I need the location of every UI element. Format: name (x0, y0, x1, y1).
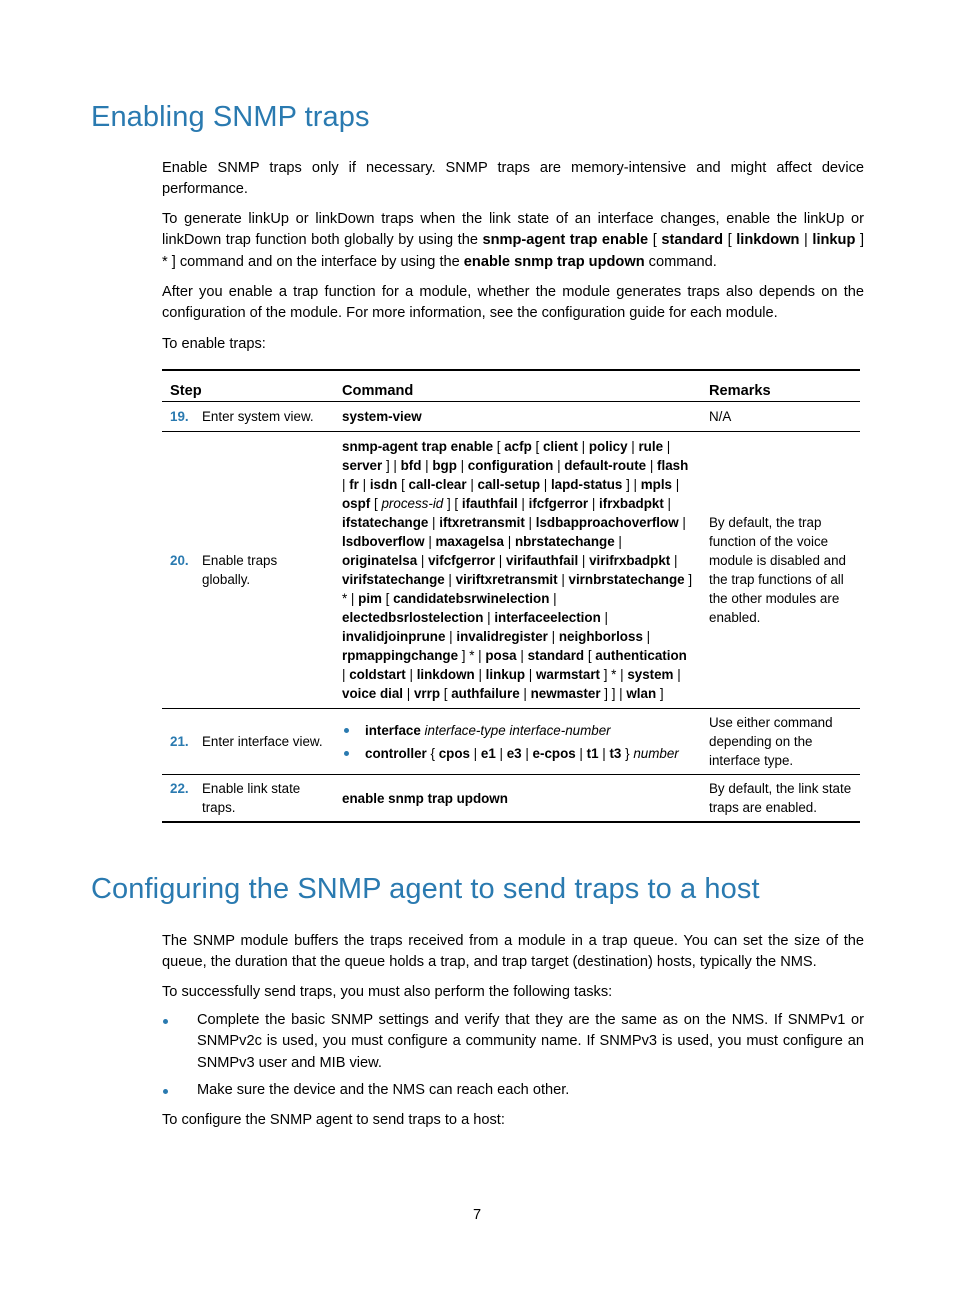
step-number: 19. (170, 409, 189, 424)
page-number: 7 (472, 1207, 482, 1223)
header-remarks: Remarks (701, 370, 860, 402)
list-item: interface interface-type interface-number (342, 719, 693, 742)
linkup-paragraph: To generate linkUp or linkDown traps when the link state of an interface changes, enable the linkUp or linkDown trap function both globally by using the snmp-agent trap enable [ standard [ linkdown | linkup ] * ] command and on the interface by using the enable snmp trap updown command. (162, 211, 865, 270)
list-item: Make sure the device and the NMS can reach each other. (162, 1080, 864, 1101)
list-item: controller { cpos | e1 | e3 | e-cpos | t1 | t3 } number (342, 742, 693, 765)
step-cell (162, 402, 334, 432)
section-heading-configuring-snmp-agent: Configuring the SNMP agent to send traps to a host (91, 873, 760, 905)
step-cell (162, 775, 334, 823)
table-row (162, 432, 860, 709)
command-cell: snmp-agent trap enable [ acfp [ client | policy | rule | server ] | bfd | bgp | configuration | default-route | flash | fr | isdn [ call-clear | call-setup | lapd-status ] | mpls | ospf [ process-id ] [ ifauthfail | ifcfgerror | ifrxbadpkt | ifstatechange | iftxretransmit | lsdbapproachoverflow | lsdboverflow | maxagelsa | nbrstatechange | originatelsa | vifcfgerror | virifauthfail | virifrxbadpkt | virifstatechange | viriftxretransmit | virnbrstatechange ] * | pim [ candidatebsrwinelection | electedbsrlostelection | interfaceelection | invalidjoinprune | invalidregister | neighborloss | rpmappingchange ] * | posa | standard [ authentication | coldstart | linkdown | linkup | warmstart ] * | system | voice dial | vrrp [ authfailure | newmaster ] ] | wlan ] (334, 432, 701, 709)
table-row (162, 402, 860, 432)
step-description: Enter system view. (202, 409, 314, 424)
step-cell (162, 432, 334, 709)
step-description: Enable link state traps. (202, 781, 301, 815)
bullet-icon (163, 1089, 168, 1094)
intro-paragraph: Enable SNMP traps only if necessary. SNMP traps are memory-intensive and might affect device performance. (162, 160, 864, 198)
table-row (162, 775, 860, 823)
command-cell (334, 709, 701, 775)
bullet-icon (344, 728, 349, 733)
step-number: 22. (170, 781, 189, 796)
to-enable-traps-text: To enable traps: (162, 336, 266, 352)
buffer-paragraph: The SNMP module buffers the traps received from a module in a trap queue. You can set the size of the queue, the duration that the queue holds a trap, and trap target (destination) hosts, typically the NMS. (162, 933, 864, 971)
section-heading-enabling-snmp-traps: Enabling SNMP traps (91, 101, 370, 133)
configure-host-text: To configure the SNMP agent to send traps to a host: (162, 1112, 505, 1128)
step-number: 21. (170, 734, 189, 749)
step-description: Enable traps globally. (202, 553, 278, 587)
list-item: Complete the basic SNMP settings and verify that they are the same as on the NMS. If SNMPv1 or SNMPv2c is used, you must configure a community name. If SNMPv3 is used, you must configure an SNMPv3 user and MIB view. (162, 1010, 864, 1074)
bullet-icon (344, 751, 349, 756)
table-row (162, 709, 860, 775)
header-command: Command (334, 370, 701, 402)
step-number: 20. (170, 553, 189, 568)
tasks-paragraph: To successfully send traps, you must also perform the following tasks: (162, 984, 613, 1000)
table-header-row (162, 370, 860, 402)
remarks-cell: By default, the trap function of the voice module is disabled and the trap functions of all the other modules are enabled. (701, 432, 860, 709)
module-paragraph: After you enable a trap function for a module, whether the module generates traps also depends on the configuration of the module. For more information, see the configuration guide for each module. (162, 284, 864, 322)
command-cell: enable snmp trap updown (334, 775, 701, 823)
header-step: Step (162, 370, 334, 402)
bullet-icon (163, 1019, 168, 1024)
step-description: Enter interface view. (202, 734, 323, 749)
remarks-cell: Use either command depending on the interface type. (701, 709, 860, 775)
steps-table (162, 369, 860, 823)
command-cell: system-view (334, 402, 701, 432)
step-cell (162, 709, 334, 775)
remarks-cell: N/A (701, 402, 860, 432)
task-list (162, 1010, 864, 1108)
remarks-cell: By default, the link state traps are enabled. (701, 775, 860, 823)
